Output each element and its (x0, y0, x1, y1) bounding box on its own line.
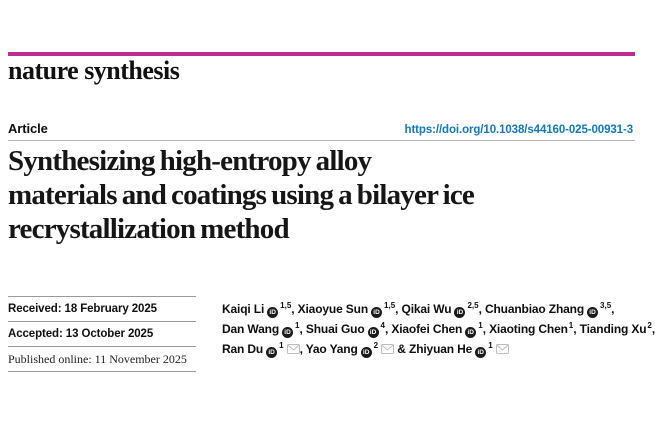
author-name: Tianding Xu (579, 322, 647, 336)
accepted-date: Accepted: 13 October 2025 (8, 321, 196, 346)
publication-history (8, 296, 196, 372)
title-line: materials and coatings using a bilayer ice (8, 179, 474, 211)
affiliation-superscript: 3,5 (600, 301, 612, 310)
article-type-label: Article (8, 121, 48, 136)
header-divider (8, 140, 635, 141)
author-name: Xiaoyue Sun (297, 302, 369, 316)
doi-link[interactable]: https://doi.org/10.1038/s44160-025-00931-3 (404, 124, 633, 136)
author (222, 322, 306, 336)
author-separator: , (384, 322, 392, 336)
published-online-date: Published online: 11 November 2025 (8, 346, 196, 371)
author-name: Dan Wang (222, 322, 280, 336)
author (306, 322, 391, 336)
author (298, 302, 402, 316)
author (409, 342, 509, 356)
author-name: Qikai Wu (401, 302, 452, 316)
orcid-icon[interactable]: iD (454, 307, 465, 318)
article-header-row (8, 121, 633, 136)
affiliation-superscript: 2 (647, 321, 652, 330)
author (485, 302, 614, 316)
email-icon[interactable] (381, 344, 394, 354)
orcid-icon[interactable]: iD (282, 327, 293, 338)
author-name: Chuanbiao Zhang (484, 302, 585, 316)
author-separator: , (651, 322, 655, 336)
orcid-icon[interactable]: iD (465, 327, 476, 338)
affiliation-superscript: 2,5 (467, 301, 479, 310)
affiliation-superscript: 4 (380, 321, 385, 330)
author-name: Ran Du (222, 342, 264, 356)
affiliation-superscript: 1,5 (384, 301, 396, 310)
orcid-icon[interactable]: iD (475, 347, 486, 358)
affiliation-superscript: 1 (488, 341, 493, 350)
orcid-icon[interactable]: iD (361, 347, 372, 358)
orcid-icon[interactable]: iD (371, 307, 382, 318)
author-name: Xiaoting Chen (489, 322, 568, 336)
author (222, 302, 298, 316)
author-line (222, 299, 637, 319)
title-line: recrystallization method (8, 213, 289, 245)
author-name: Shuai Guo (305, 322, 365, 336)
author-name: Zhiyuan He (409, 342, 473, 356)
received-date: Received: 18 February 2025 (8, 296, 196, 321)
author-separator: , (299, 342, 306, 356)
orcid-icon[interactable]: iD (368, 327, 379, 338)
author (580, 322, 655, 336)
author-name: Yao Yang (305, 342, 358, 356)
affiliation-superscript: 1 (295, 321, 300, 330)
orcid-icon[interactable]: iD (267, 307, 278, 318)
author-line (222, 339, 637, 359)
email-icon[interactable] (496, 344, 509, 354)
authors-block (222, 299, 655, 359)
author-separator: , (291, 302, 298, 316)
journal-name: nature synthesis (8, 56, 180, 85)
author-separator: , (299, 322, 306, 336)
author (222, 342, 306, 356)
author (489, 322, 580, 336)
author (306, 342, 409, 356)
affiliation-superscript: 1,5 (280, 301, 292, 310)
author-separator: , (482, 322, 490, 336)
author-separator: & (394, 342, 410, 356)
affiliation-superscript: 1 (568, 321, 574, 330)
author (391, 322, 489, 336)
author-separator: , (611, 302, 615, 316)
author-name: Kaiqi Li (222, 302, 265, 316)
author-name: Xiaofei Chen (391, 322, 463, 336)
orcid-icon[interactable]: iD (587, 307, 598, 318)
author-separator: , (395, 302, 402, 316)
author-line (222, 319, 655, 339)
affiliation-superscript: 1 (279, 341, 284, 350)
orcid-icon[interactable]: iD (266, 347, 277, 358)
author-separator: , (478, 302, 485, 316)
article-title (8, 144, 628, 246)
email-icon[interactable] (287, 344, 300, 354)
author-separator: , (573, 322, 580, 336)
affiliation-superscript: 1 (478, 321, 483, 330)
author (402, 302, 485, 316)
title-line: Synthesizing high-entropy alloy (8, 145, 372, 177)
affiliation-superscript: 2 (373, 341, 379, 350)
